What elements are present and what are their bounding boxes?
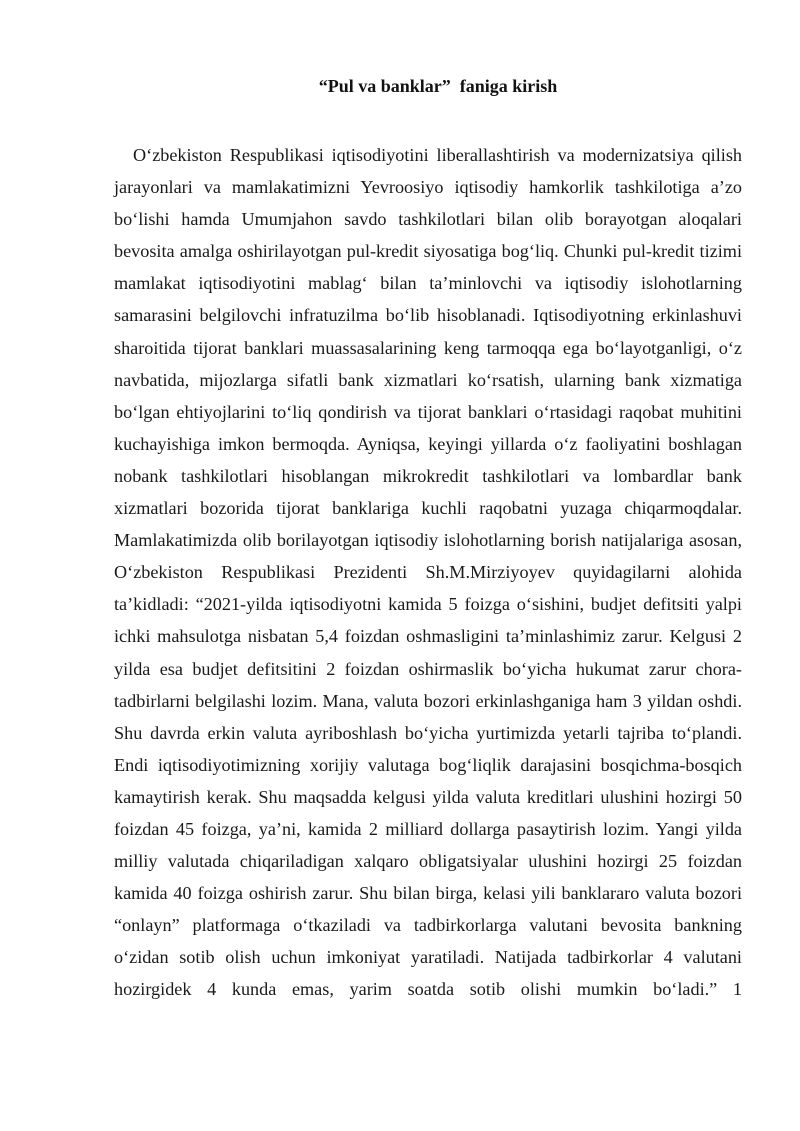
body-paragraph: O‘zbekiston Respublikasi iqtisodiyotini liberallashtirish va modernizatsiya qilish jarayonlari va mamlakatimizni Yevroosiyo iqtisodiy hamkorlik tashkilotiga a’zo bo‘lishi hamda Umumjahon savdo tashkilotlari bilan olib borayotgan aloqalari bevosita amalga oshirilayotgan pul-kredit siyosatiga bog‘liq. Chunki pul-kredit tizimi mamlakat iqtisodiyotini mablag‘ bilan ta’minlovchi va iqtisodiy islohotlarning samarasini belgilovchi infratuzilma bo‘lib hisoblanadi. Iqtisodiyotning erkinlashuvi sharoitida tijorat banklari muassasalarining keng tarmoqqa ega bo‘layotganligi, o‘z navbatida, mijozlarga sifatli bank xizmatlari ko‘rsatish, ularning bank xizmatiga bo‘lgan ehtiyojlarini to‘liq qondirish va tijorat banklari o‘rtasidagi raqobat muhitini kuchayishiga imkon bermoqda. Ayniqsa, keyingi yillarda o‘z faoliyatini boshlagan nobank tashkilotlari hisoblangan mikrokredit tashkilotlari va lombardlar bank xizmatlari bozorida tijorat banklariga kuchli raqobatni yuzaga chiqarmoqdalar. Mamlakatimizda olib borilayotgan iqtisodiy islohotlarning borish natijalariga asosan, O‘zbekiston Respublikasi Prezidenti Sh.M.Mirziyoyev quyidagilarni alohida ta’kidladi: “2021-yilda iqtisodiyotni kamida 5 foizga o‘sishini, budjet defitsiti yalpi ichki mahsulotga nisbatan 5,4 foizdan oshmasligini ta’minlashimiz zarur. Kelgusi 2 yilda esa budjet defitsitini 2 foizdan oshirmaslik bo‘yicha hukumat zarur chora-tadbirlarni belgilashi lozim. Mana, valuta bozori erkinlashganiga ham 3 yildan oshdi. Shu davrda erkin valuta ayriboshlash bo‘yicha yurtimizda yetarli tajriba to‘plandi. Endi iqtisodiyotimizning xorijiy valutaga bog‘liqlik darajasini bosqichma-bosqich kamaytirish kerak. Shu maqsadda kelgusi yilda valuta kreditlari ulushini hozirgi 50 foizdan 45 foizga, ya’ni, kamida 2 milliard dollarga pasaytirish lozim. Yangi yilda milliy valutada chiqariladigan xalqaro obligatsiyalar ulushini hozirgi 25 foizdan kamida 40 foizga oshirish zarur. Shu bilan birga, kelasi yili banklararo valuta bozori “onlayn” platformaga o‘tkaziladi va tadbirkorlarga valutani bevosita bankning o‘zidan sotib olish uchun imkoniyat yaratiladi. Natijada tadbirkorlar 4 valutani hozirgidek 4 kunda emas, yarim soatda sotib olishi mumkin bo‘ladi.” 1 (114, 145, 742, 1000)
document-title: “Pul va banklar” faniga kirish (318, 76, 558, 96)
document-body (114, 139, 742, 1006)
